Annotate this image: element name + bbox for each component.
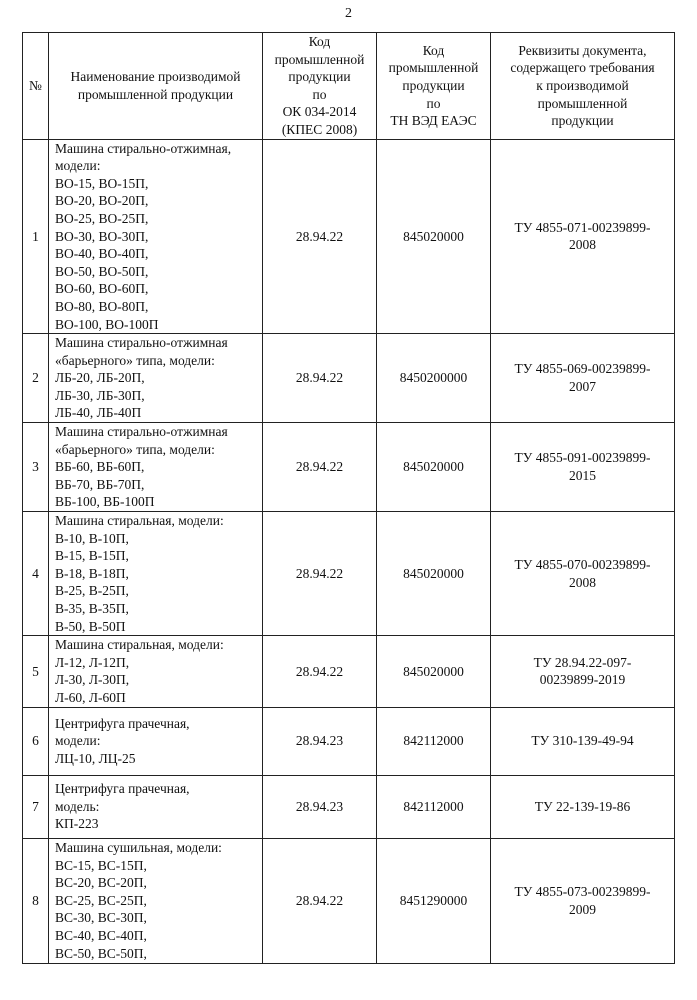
header-text-line: Код (308, 34, 331, 49)
product-name-line: В-15, В-15П, (55, 548, 129, 564)
product-name (49, 139, 263, 334)
product-name-line: ВС-25, ВС-25П, (55, 892, 147, 908)
product-name (49, 423, 263, 512)
header-okpd (263, 33, 377, 140)
row-number: 4 (23, 512, 49, 636)
header-text-line: продукции (402, 77, 465, 93)
products-table (22, 32, 675, 964)
product-name-line: В-35, В-35П, (55, 601, 129, 616)
document-line: 2009 (569, 901, 596, 917)
product-name-line: модель: (55, 798, 100, 814)
header-text-line: промышленной продукции (77, 86, 234, 102)
document-line: ТУ 22-139-19-86 (534, 798, 631, 814)
product-name (49, 775, 263, 838)
tnved-code: 845020000 (377, 636, 491, 707)
table-body (23, 139, 675, 963)
okpd-code: 28.94.22 (263, 838, 377, 963)
header-tnved (377, 33, 491, 140)
header-text-line: (КПЕС 2008) (281, 121, 358, 137)
document-line: ТУ 4855-073-00239899- (514, 883, 651, 899)
table-row (23, 139, 675, 334)
document-requisites (491, 775, 675, 838)
product-name-line: ВО-100, ВО-100П (55, 316, 159, 332)
page-number: 2 (345, 6, 352, 21)
product-name-line: ВС-40, ВС-40П, (55, 927, 147, 943)
header-text-line: Наименование производимой (70, 69, 241, 85)
product-name-line: В-25, В-25П, (55, 583, 129, 599)
header-text-line: Реквизиты документа, (518, 42, 647, 58)
header-num: № (23, 33, 49, 140)
product-name-line: ВБ-60, ВБ-60П, (55, 459, 145, 475)
product-name-line: «барьерного» типа, модели: (55, 441, 215, 457)
table-row (23, 334, 675, 423)
row-number: 8 (23, 838, 49, 963)
header-text-line: Код (422, 42, 445, 58)
document-line: 2015 (569, 468, 596, 484)
document-line: 00239899-2019 (539, 672, 626, 688)
document-line: 2008 (569, 237, 596, 253)
tnved-code: 842112000 (377, 775, 491, 838)
product-name-line: Центрифуга прачечная, (55, 781, 190, 797)
product-name-line: Машина стирально-отжимная, (55, 140, 232, 156)
document-requisites (491, 139, 675, 334)
header-text-line: продукции (551, 113, 614, 129)
product-name-line: ВО-25, ВО-25П, (55, 210, 149, 226)
okpd-code: 28.94.22 (263, 512, 377, 636)
document-line: 2008 (569, 574, 596, 590)
document-line: ТУ 4855-091-00239899- (514, 450, 651, 466)
okpd-code: 28.94.23 (263, 707, 377, 775)
document-line: 2007 (569, 379, 596, 395)
header-text-line: по (426, 95, 441, 111)
okpd-code: 28.94.22 (263, 636, 377, 707)
row-number: 7 (23, 775, 49, 838)
document-line: ТУ 310-139-49-94 (531, 733, 634, 749)
okpd-code: 28.94.22 (263, 139, 377, 334)
row-number: 3 (23, 423, 49, 512)
product-name-line: модели: (55, 733, 101, 749)
product-name-line: ВО-40, ВО-40П, (55, 246, 149, 262)
product-name (49, 838, 263, 963)
product-name-line: Машина стирально-отжимная (55, 335, 228, 351)
table-row (23, 636, 675, 707)
product-name-line: ЛБ-40, ЛБ-40П (55, 405, 142, 421)
product-name-line: ВО-50, ВО-50П, (55, 263, 149, 279)
product-name-line: ВС-20, ВС-20П, (55, 875, 147, 891)
header-text-line: к производимой (536, 77, 629, 93)
okpd-code: 28.94.23 (263, 775, 377, 838)
product-name-line: Машина стиральная, модели: (55, 513, 224, 529)
header-text-line: ОК 034-2014 (282, 104, 357, 120)
product-name (49, 707, 263, 775)
header-row (23, 33, 675, 140)
product-name-line: ВО-30, ВО-30П, (55, 228, 149, 244)
product-name-line: В-18, В-18П, (55, 565, 129, 581)
document-line: ТУ 4855-069-00239899- (514, 361, 651, 377)
product-name-line: ВБ-70, ВБ-70П, (55, 476, 145, 492)
row-number: 1 (23, 139, 49, 334)
product-name-line: ВС-30, ВС-30П, (55, 910, 147, 926)
row-number: 2 (23, 334, 49, 423)
product-name-line: модели: (55, 158, 101, 174)
header-text-line: продукции (288, 69, 351, 85)
row-number: 6 (23, 707, 49, 775)
document-requisites (491, 838, 675, 963)
header-text-line: содержащего требования (510, 60, 655, 76)
product-name-line: ЛБ-30, ЛБ-30П, (55, 387, 145, 403)
header-text-line: промышленной (537, 95, 628, 111)
product-name-line: ВС-50, ВС-50П, (55, 945, 147, 961)
product-name-line: В-10, В-10П, (55, 530, 129, 546)
table-row (23, 838, 675, 963)
product-name-line: Машина стирально-отжимная (55, 424, 228, 440)
header-text-line: по (312, 86, 327, 102)
document-line: ТУ 28.94.22-097- (533, 654, 632, 670)
product-name-line: ВО-15, ВО-15П, (55, 175, 149, 191)
document-requisites (491, 707, 675, 775)
product-name-line: Л-30, Л-30П, (55, 672, 130, 688)
product-name-line: «барьерного» типа, модели: (55, 352, 215, 368)
table-row (23, 512, 675, 636)
product-name-line: КП-223 (55, 816, 99, 832)
header-text-line: ТН ВЭД ЕАЭС (390, 113, 477, 129)
product-name-line: В-50, В-50П (55, 618, 126, 634)
product-name (49, 512, 263, 636)
product-name-line: ВС-15, ВС-15П, (55, 857, 147, 873)
product-name-line: Машина сушильная, модели: (55, 839, 222, 855)
document-requisites (491, 636, 675, 707)
header-name (49, 33, 263, 140)
okpd-code: 28.94.22 (263, 423, 377, 512)
document-line: ТУ 4855-070-00239899- (514, 557, 651, 573)
product-name-line: Л-12, Л-12П, (55, 654, 130, 670)
product-name-line: ЛБ-20, ЛБ-20П, (55, 370, 145, 386)
header-text-line: промышленной (274, 51, 365, 67)
table-row (23, 775, 675, 838)
tnved-code: 845020000 (377, 512, 491, 636)
tnved-code: 8451290000 (377, 838, 491, 963)
tnved-code: 845020000 (377, 423, 491, 512)
tnved-code: 842112000 (377, 707, 491, 775)
product-name-line: ВО-20, ВО-20П, (55, 193, 149, 209)
product-name-line: ВО-80, ВО-80П, (55, 298, 149, 314)
document-line: ТУ 4855-071-00239899- (514, 219, 651, 235)
tnved-code: 845020000 (377, 139, 491, 334)
row-number: 5 (23, 636, 49, 707)
product-name-line: Машина стиральная, модели: (55, 637, 224, 653)
document-requisites (491, 512, 675, 636)
product-name-line: ВБ-100, ВБ-100П (55, 494, 155, 510)
product-name-line: Центрифуга прачечная, (55, 715, 190, 731)
document-requisites (491, 423, 675, 512)
product-name-line: Л-60, Л-60П (55, 689, 126, 705)
table-row (23, 707, 675, 775)
table-row (23, 423, 675, 512)
header-text-line: промышленной (388, 60, 479, 76)
header-doc (491, 33, 675, 140)
product-name-line: ЛЦ-10, ЛЦ-25 (55, 750, 136, 766)
product-name-line: ВО-60, ВО-60П, (55, 281, 149, 297)
tnved-code: 8450200000 (377, 334, 491, 423)
product-name (49, 636, 263, 707)
document-requisites (491, 334, 675, 423)
okpd-code: 28.94.22 (263, 334, 377, 423)
product-name (49, 334, 263, 423)
